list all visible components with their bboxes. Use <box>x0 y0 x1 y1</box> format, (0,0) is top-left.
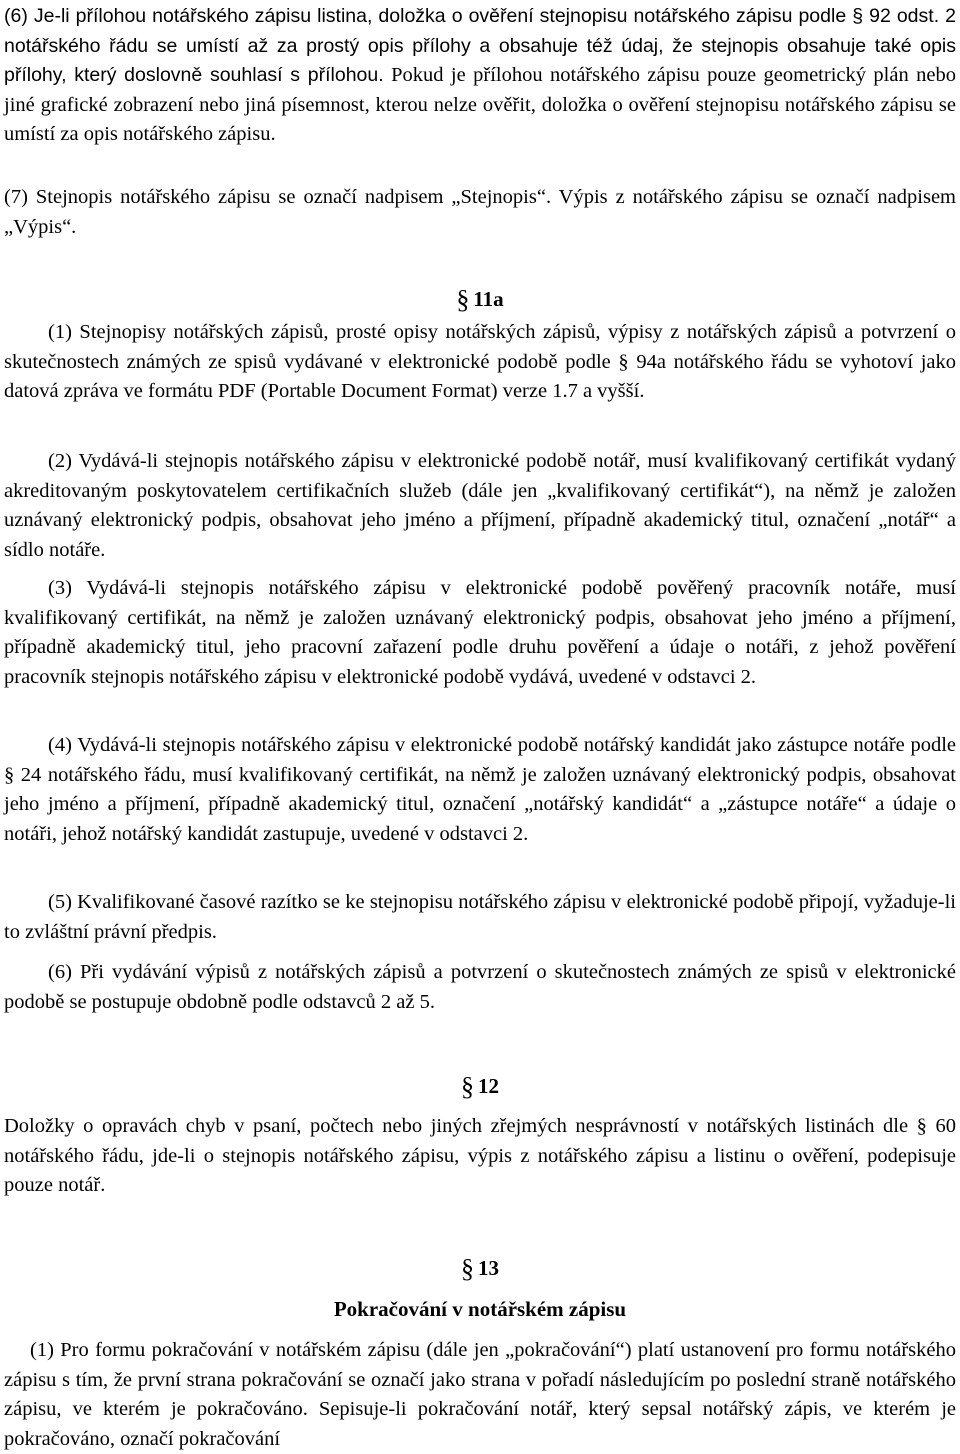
section-11a-paragraph-2: (2) Vydává-li stejnopis notářského zápisu v elektronické podobě notář, musí kvalifikovaný certifikát vydaný akreditovaným poskytovatelem certifikačních služeb (dále jen „kvalifikovaný certifikát“), na němž je založen uznávaný elektronický podpis, obsahovat jeho jméno a příjmení, případně akademický titul, označení „notář“ a sídlo notáře. <box>4 450 956 561</box>
section-symbol: § <box>461 1072 474 1101</box>
section-11a-paragraph-4: (4) Vydává-li stejnopis notářského zápisu v elektronické podobě notářský kandidát jako zástupce notáře podle § 24 notářského řádu, musí kvalifikovaný certifikát, na němž je založen uznávaný elektronický podpis, obsahovat jeho jméno a příjmení, případně akademický titul, označení „notářský kandidát“ a „zástupce notáře“ a údaje o notáři, jehož notářský kandidát zastupuje, uvedené v odstavci 2. <box>4 734 956 845</box>
section-12-paragraph-1: Doložky o opravách chyb v psaní, počtech nebo jiných zřejmých nesprávností v notářských listinách dle § 60 notářského řádu, jde-li o stejnopis notářského zápisu, výpis z notářského zápisu a listinu o ověření, podepisuje pouze notář. <box>4 1115 956 1196</box>
paragraph-7-headings: (7) Stejnopis notářského zápisu se označí nadpisem „Stejnopis“. Výpis z notářského zápisu se označí nadpisem „Výpis“. <box>4 186 956 238</box>
section-13-paragraph-1: (1) Pro formu pokračování v notářském zápisu (dále jen „pokračování“) platí ustanovení pro formu notářského zápisu s tím, že první strana pokračování se označí jako strana v pořadí následujícím po poslední straně notářského zápisu, ve kterém je pokračováno. Sepisuje-li pokračování notář, který sepsal notářský zápis, ve kterém je pokračováno, označí pokračování <box>4 1339 956 1450</box>
section-number: 12 <box>478 1074 499 1098</box>
section-11a-paragraph-6: (6) Při vydávání výpisů z notářských zápisů a potvrzení o skutečnostech známých ze spisů v elektronické podobě se postupuje obdobně podle odstavců 2 až 5. <box>4 961 956 1013</box>
section-11a-paragraph-1: (1) Stejnopisy notářských zápisů, prosté opisy notářských zápisů, výpisy z notářských zápisů a potvrzení o skutečnostech známých ze spisů vydávané v elektronické podobě podle § 94a notářského řádu se vyhotoví jako datová zpráva ve formátu PDF (Portable Document Format) verze 1.7 a vyšší. <box>4 321 956 402</box>
section-13-heading <box>4 1253 956 1284</box>
section-number: 13 <box>478 1256 499 1280</box>
section-11a-heading <box>4 284 956 315</box>
paragraph-6-serif-text: Pokud je přílohou notářského zápisu pouze geometrický plán nebo jiné grafické zobrazení nebo jiná písemnost, kterou nelze ověřit, doložka o ověření stejnopisu notářského zápisu se umístí za opis notářského zápisu. <box>4 64 956 145</box>
section-12-heading <box>4 1071 956 1102</box>
section-11a-paragraph-3: (3) Vydává-li stejnopis notářského zápisu v elektronické podobě pověřený pracovník notáře, musí kvalifikovaný certifikát, na němž je založen uznávaný elektronický podpis, obsahovat jeho jméno a příjmení, případně akademický titul, jeho pracovní zařazení podle druhu pověření a údaje o notáři, z jehož pověření pracovník stejnopis notářského zápisu v elektronické podobě vydává, uvedené v odstavci 2. <box>4 577 956 688</box>
paragraph-6-attachment <box>4 2 956 150</box>
section-13-title: Pokračování v notářském zápisu <box>333 1297 627 1321</box>
paragraph-6-sans-text: (6) Je-li přílohou notářského zápisu listina, doložka o ověření stejnopisu notářského zápisu podle § 92 odst. 2 notářského řádu se umístí až za prostý opis přílohy a obsahuje též údaj, že stejnopis obsahuje také opis přílohy, který doslovně souhlasí s přílohou. <box>4 5 956 86</box>
section-number: 11a <box>473 287 504 311</box>
section-symbol: § <box>461 1254 474 1283</box>
section-symbol: § <box>456 285 470 314</box>
section-11a-paragraph-5: (5) Kvalifikované časové razítko se ke stejnopisu notářského zápisu v elektronické podobě připojí, vyžaduje-li to zvláštní právní předpis. <box>4 891 956 943</box>
